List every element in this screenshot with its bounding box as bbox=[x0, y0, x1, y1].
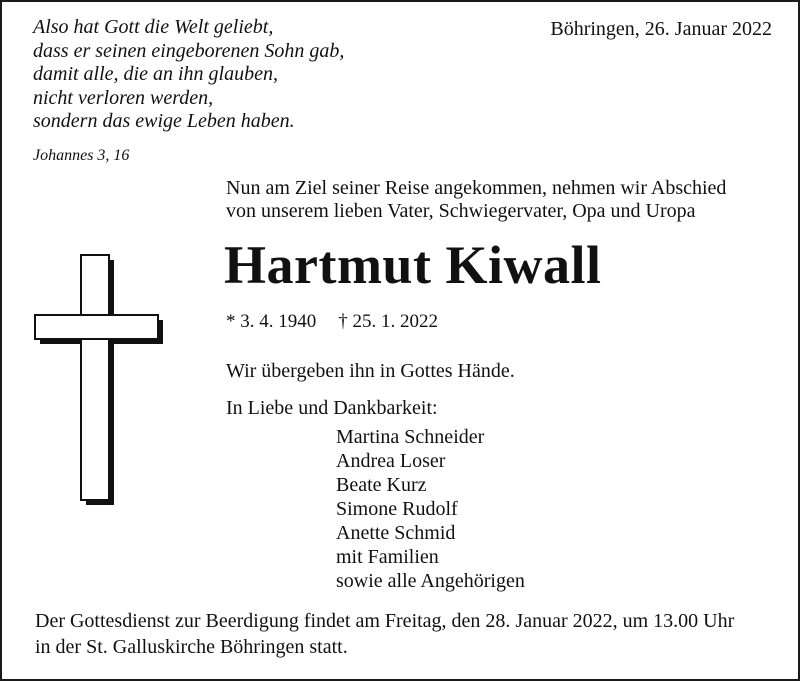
life-dates bbox=[226, 311, 438, 333]
mourner: Andrea Loser bbox=[336, 450, 446, 472]
service-line: Der Gottesdienst zur Beerdigung findet am Freitag, den 28. Januar 2022, um 13.00 Uhr bbox=[35, 610, 735, 632]
birth-date: * 3. 4. 1940 bbox=[226, 311, 317, 332]
verse-line: sondern das ewige Leben haben. bbox=[33, 110, 295, 132]
entrust-text: Wir übergeben ihn in Gottes Hände. bbox=[226, 360, 515, 382]
place-date: Böhringen, 26. Januar 2022 bbox=[550, 18, 772, 40]
intro-text bbox=[226, 177, 726, 223]
mourners-list bbox=[336, 425, 525, 593]
mourner: Anette Schmid bbox=[336, 522, 456, 544]
bible-verse bbox=[33, 16, 344, 134]
verse-line: damit alle, die an ihn glauben, bbox=[33, 63, 278, 85]
verse-line: Also hat Gott die Welt geliebt, bbox=[33, 16, 274, 38]
verse-reference: Johannes 3, 16 bbox=[33, 147, 130, 164]
deceased-name: Hartmut Kiwall bbox=[224, 235, 602, 295]
thanks-text: In Liebe und Dankbarkeit: bbox=[226, 397, 438, 419]
intro-line: Nun am Ziel seiner Reise angekommen, nehmen wir Abschied bbox=[226, 177, 727, 199]
verse-line: nicht verloren werden, bbox=[33, 86, 214, 109]
verse-line: dass er seinen eingeborenen Sohn gab, bbox=[33, 39, 345, 62]
intro-line: von unserem lieben Vater, Schwiegervater, Opa und Uropa bbox=[226, 200, 696, 222]
funeral-service-info bbox=[35, 608, 734, 660]
mourner: Beate Kurz bbox=[336, 474, 427, 496]
cross-icon bbox=[32, 252, 167, 507]
mourner: sowie alle Angehörigen bbox=[336, 570, 525, 592]
mourner: Simone Rudolf bbox=[336, 498, 458, 520]
mourner: mit Familien bbox=[336, 546, 439, 568]
death-date: † 25. 1. 2022 bbox=[338, 311, 438, 332]
service-line: in der St. Galluskirche Böhringen statt. bbox=[35, 636, 348, 658]
mourner: Martina Schneider bbox=[336, 426, 485, 448]
